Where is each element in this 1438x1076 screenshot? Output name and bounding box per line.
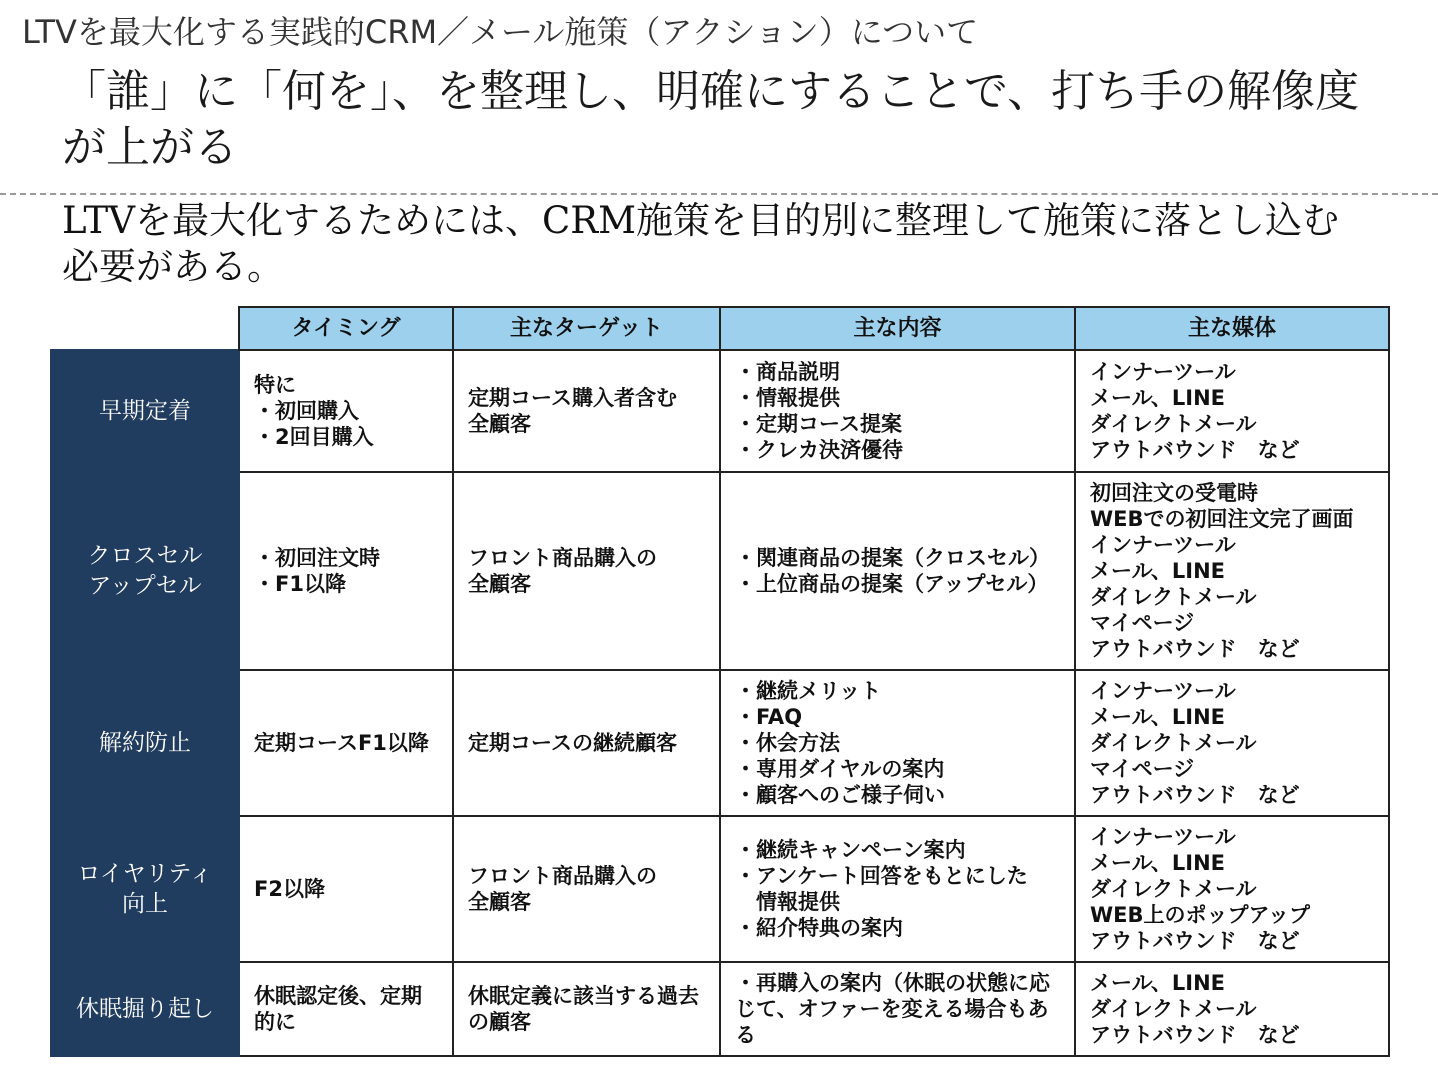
cell-line: インナーツール [1090,679,1236,703]
row-header-early-retention [51,350,239,472]
row-header-line: 向上 [122,891,168,917]
cell-line: ダイレクトメール [1090,731,1257,755]
cell-timing [239,962,453,1056]
cell-line: ・専用ダイヤルの案内 [735,757,945,781]
column-header-target: 主なターゲット [453,307,720,350]
cell-media [1075,816,1389,962]
cell-content [720,670,1075,816]
column-header-timing: タイミング [239,307,453,350]
cell-line: ・商品説明 [735,360,840,384]
column-header-content: 主な内容 [720,307,1075,350]
cell-line: F2以降 [254,877,325,901]
table-row [51,962,1389,1056]
cell-timing [239,670,453,816]
row-header-cross-up-sell [51,472,239,670]
row-header-line: 休眠掘り起し [76,996,214,1022]
cell-line: アウトバウンド など [1090,637,1300,661]
slide-headline: 「誰」に「何を」、を整理し、明確にすることで、打ち手の解像度が上がる [62,66,1360,173]
cell-line: ・紹介特典の案内 [735,916,903,940]
cell-line: ・初回注文時 [254,546,380,570]
table-row [51,816,1389,962]
cell-text: ・再購入の案内（休眠の状態に応じて、オファーを変える場合もある [735,971,1050,1047]
cell-line: 特に [254,373,296,397]
cell-timing [239,350,453,472]
cell-media [1075,670,1389,816]
table-row [51,472,1389,670]
cell-line: アウトバウンド など [1090,783,1300,807]
cell-line: マイページ [1090,611,1195,635]
table-corner [51,307,239,350]
cell-line: 定期コースF1以降 [254,731,429,755]
cell-content [720,962,1075,1056]
row-header-dormant-reactivation [51,962,239,1056]
cell-line: ・クレカ決済優待 [735,438,903,462]
cell-line: ・2回目購入 [254,425,374,449]
cell-line: WEBでの初回注文完了画面 [1090,507,1354,531]
cell-line: 定期コース購入者含む [468,386,677,410]
table-row [51,670,1389,816]
cell-line: ダイレクトメール [1090,585,1257,609]
cell-line: メール、LINE [1090,971,1226,995]
cell-content [720,472,1075,670]
cell-line: フロント商品購入の [468,546,657,570]
cell-line: ・情報提供 [735,386,840,410]
cell-line: マイページ [1090,757,1195,781]
row-header-line: 解約防止 [99,730,191,756]
cell-line: インナーツール [1090,360,1236,384]
cell-line: メール、LINE [1090,705,1226,729]
row-header-line: アップセル [88,573,202,599]
cell-line: ・定期コース提案 [735,412,902,436]
cell-line: 全顧客 [468,412,531,436]
cell-line: アウトバウンド など [1090,929,1300,953]
cell-line: アウトバウンド など [1090,1023,1300,1047]
cell-target [453,962,720,1056]
table-row [51,350,1389,472]
cell-line: アウトバウンド など [1090,438,1300,462]
cell-line: ・継続メリット [735,679,882,703]
cell-target [453,670,720,816]
cell-text: 休眠認定後、定期的に [254,984,422,1034]
cell-media [1075,962,1389,1056]
cell-media [1075,350,1389,472]
cell-line: ・上位商品の提案（アップセル） [735,572,1049,596]
cell-line: ・顧客へのご様子伺い [735,783,945,807]
cell-target [453,816,720,962]
dashed-divider [0,193,1438,195]
column-header-media: 主な媒体 [1075,307,1389,350]
cell-line: インナーツール [1090,533,1236,557]
cell-line: ・初回購入 [254,399,359,423]
cell-line: ・FAQ [735,705,803,729]
cell-timing [239,472,453,670]
cell-line: 初回注文の受電時 [1090,481,1258,505]
row-header-line: 早期定着 [99,398,191,424]
lead-statement: LTVを最大化するためには、CRM施策を目的別に整理して施策に落とし込む必要がある。 [62,199,1340,288]
cell-line: インナーツール [1090,825,1236,849]
cell-content [720,816,1075,962]
cell-content [720,350,1075,472]
cell-line: 全顧客 [468,890,531,914]
cell-line: 情報提供 [735,890,840,914]
cell-line: メール、LINE [1090,559,1226,583]
cell-line: ダイレクトメール [1090,997,1257,1021]
cell-line: 全顧客 [468,572,531,596]
cell-line: メール、LINE [1090,851,1226,875]
cell-line: ・継続キャンペーン案内 [735,838,966,862]
slide-subtitle: LTVを最大化する実践的CRM／メール施策（アクション）について [22,13,979,51]
cell-target [453,472,720,670]
cell-line: ・休会方法 [735,731,840,755]
cell-line: ・アンケート回答をもとにした [735,864,1028,888]
row-header-line: ロイヤリティ [77,861,213,887]
cell-line: メール、LINE [1090,386,1226,410]
cell-line: ・F1以降 [254,572,346,596]
row-header-churn-prevention [51,670,239,816]
cell-text: 休眠定義に該当する過去の顧客 [468,984,699,1034]
row-header-loyalty [51,816,239,962]
cell-line: 定期コースの継続顧客 [468,731,677,755]
cell-line: ・関連商品の提案（クロスセル） [735,546,1050,570]
cell-line: ダイレクトメール [1090,412,1257,436]
cell-line: フロント商品購入の [468,864,657,888]
cell-media [1075,472,1389,670]
cell-timing [239,816,453,962]
row-header-line: クロスセル [87,543,203,569]
cell-target [453,350,720,472]
cell-line: ダイレクトメール [1090,877,1257,901]
crm-action-table [50,306,1390,1057]
cell-line: WEB上のポップアップ [1090,903,1311,927]
